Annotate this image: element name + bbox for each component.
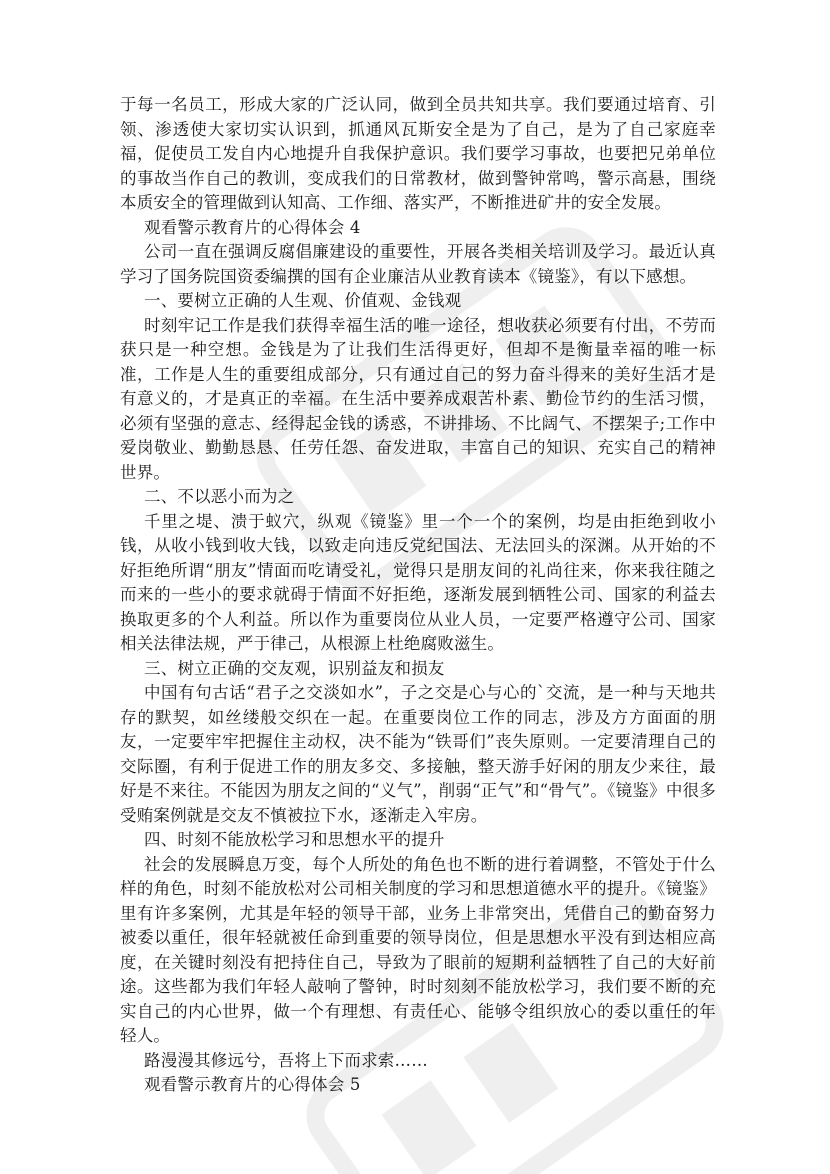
paragraph: 时刻牢记工作是我们获得幸福生活的唯一途径，想收获必须要有付出，不劳而获只是一种空想。金钱是为了让我们生活得更好，但却不是衡量幸福的唯一标准，工作是人生的重要组成部分，只有通过自己的努力奋斗得来的美好生活才是有意义的，才是真正的幸福。在生活中要养成艰苦朴素、勤俭节约的生活习惯，必须有坚强的意志、经得起金钱的诱惑，不讲排场、不比阔气、不摆架子;工作中爱岗敬业、勤勤恳恳、任劳任怨、奋发进取，丰富自己的知识、充实自己的精神世界。: [120, 315, 716, 482]
section-heading: 观看警示教育片的心得体会 5: [144, 1075, 361, 1094]
section-heading: 一、要树立正确的人生观、价值观、金钱观: [144, 291, 462, 310]
paragraph: 于每一名员工，形成大家的广泛认同，做到全员共知共享。我们要通过培育、引领、渗透使大家切实认识到，抓通风瓦斯安全是为了自己，是为了自己家庭幸福，促使员工发自内心地提升自我保护意识。我们要学习事故，也要把兄弟单位的事故当作自己的教训，变成我们的日常教材，做到警钟常鸣，警示高悬，围绕本质安全的管理做到认知高、工作细、落实严，不断推进矿井的安全发展。: [120, 95, 716, 212]
paragraph: 社会的发展瞬息万变，每个人所处的角色也不断的进行着调整，不管处于什么样的角色，时刻不能放松对公司相关制度的学习和思想道德水平的提升。《镜鉴》里有许多案例，尤其是年轻的领导干部，业务上非常突出，凭借自己的勤奋努力被委以重任，很年轻就被任命到重要的领导岗位，但是思想水平没有到达相应高度，在关键时刻没有把持住自己，导致为了眼前的短期利益牺牲了自己的大好前途。这些都为我们年轻人敲响了警钟，时时刻刻不能放松学习，我们要不断的充实自己的内心世界，做一个有理想、有责任心、能够令组织放心的委以重任的年轻人。: [120, 854, 716, 1045]
paragraph: 路漫漫其修远兮，吾将上下而求索……: [144, 1050, 428, 1070]
paragraph: 千里之堤、溃于蚁穴，纵观《镜鉴》里一个一个的案例，均是由拒绝到收小钱，从收小钱到收大钱，以致走向违反党纪国法、无法回头的深渊。从开始的不好拒绝所谓“朋友”情面而吃请受礼，觉得只是朋友间的礼尚往来，你来我往随之而来的一些小的要求就碍于情面不好拒绝，逐渐发展到牺牲公司、国家的利益去换取更多的个人利益。所以作为重要岗位从业人员，一定要严格遵守公司、国家相关法律法规，严于律己，从根源上杜绝腐败滋生。: [120, 511, 716, 653]
section-heading: 二、不以恶小而为之: [144, 487, 295, 506]
paragraph: 中国有句古话“君子之交淡如水”，子之交是心与心的`交流，是一种与天地共存的默契，如丝缕般交织在一起。在重要岗位工作的同志，涉及方方面面的朋友，一定要牢牢把握住主动权，决不能为“铁哥们”丧失原则。一定要清理自己的交际圈，有利于促进工作的朋友多交、多接触，整天游手好闲的朋友少来往，最好是不来往。不能因为朋友之间的“义气”，削弱“正气”和“骨气”。《镜鉴》中很多受贿案例就是交友不慎被拉下水，逐渐走入牢房。: [120, 683, 716, 825]
section-heading: 三、树立正确的交友观，识别益友和损友: [144, 658, 445, 678]
document-body: [120, 93, 716, 1098]
section-heading: 四、时刻不能放松学习和思想水平的提升: [144, 830, 445, 849]
paragraph: 公司一直在强调反腐倡廉建设的重要性，开展各类相关培训及学习。最近认真学习了国务院国资委编撰的国有企业廉洁从业教育读本《镜鉴》，有以下感想。: [120, 242, 716, 286]
section-heading: 观看警示教育片的心得体会 4: [144, 217, 361, 237]
